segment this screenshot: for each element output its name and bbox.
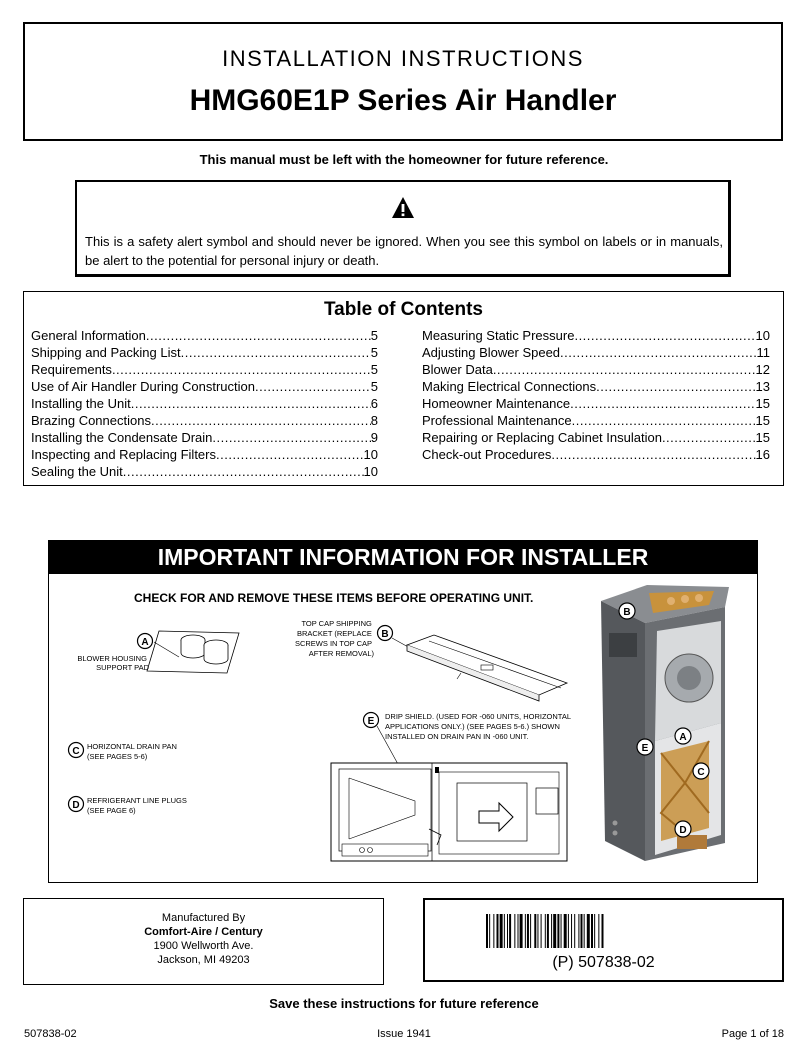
barcode-bar <box>514 914 515 948</box>
toc-leader <box>151 413 371 428</box>
toc-entry[interactable] <box>422 379 770 396</box>
toc-entry-label: Professional Maintenance <box>422 413 572 428</box>
toc-leader <box>570 396 755 411</box>
mfg-line: Manufactured By <box>161 912 246 924</box>
barcode-bar <box>497 914 499 948</box>
toc-entry-label: Blower Data <box>422 362 493 377</box>
toc-entry-label: General Information <box>31 328 146 343</box>
barcode-bar <box>541 914 542 948</box>
toc-entry[interactable] <box>31 328 378 345</box>
blower-pad-label <box>77 654 149 672</box>
barcode-bar <box>561 914 562 948</box>
toc-entry[interactable] <box>422 430 770 447</box>
c-label-line: HORIZONTAL DRAIN PAN <box>87 742 177 751</box>
barcode-bar <box>581 914 583 948</box>
toc-entry-label: Adjusting Blower Speed <box>422 345 561 360</box>
toc-entry-page: 15 <box>755 396 770 411</box>
marker-a-letter: A <box>679 732 687 743</box>
toc-entry-page: 9 <box>370 430 378 445</box>
e-label-line: APPLICATIONS ONLY.) (SEE PAGES 5-6.) SHOWN <box>385 722 560 731</box>
barcode-bar <box>507 914 508 948</box>
support-pad-illustration <box>147 631 239 673</box>
barcode-bar <box>527 914 529 948</box>
toc-entry-label: Requirements <box>31 362 112 377</box>
barcode-bar <box>578 914 579 948</box>
toc-entry-page: 5 <box>370 328 378 343</box>
mfg-address: 1900 Wellworth Ave. <box>153 940 254 952</box>
mfg-name: Comfort-Aire / Century <box>144 926 263 938</box>
toc-entry-label: Check-out Procedures <box>422 447 552 462</box>
marker-b <box>378 626 393 641</box>
marker-d-letter: D <box>72 800 80 811</box>
d-label-line: REFRIGERANT LINE PLUGS <box>87 796 187 805</box>
toc-entry-label: Use of Air Handler During Construction <box>31 379 255 394</box>
marker-e-letter: E <box>641 743 649 754</box>
a-label-line: BLOWER HOUSING <box>77 654 147 663</box>
document-type: INSTALLATION INSTRUCTIONS <box>222 46 584 71</box>
bracket-illustration <box>407 635 567 701</box>
toc-entry-page: 5 <box>370 345 378 360</box>
barcode-bar <box>537 914 538 948</box>
drip-shield-label <box>385 712 573 741</box>
toc-entry-page: 6 <box>370 396 378 411</box>
important-info-header: IMPORTANT INFORMATION FOR INSTALLER <box>48 540 758 574</box>
toc-entry[interactable] <box>31 345 378 362</box>
toc-leader <box>493 362 756 377</box>
toc-entry-label: Homeowner Maintenance <box>422 396 571 411</box>
marker-b-letter: B <box>623 607 631 618</box>
barcode-bar <box>525 914 526 948</box>
page-title: HMG60E1P Series Air Handler <box>189 84 617 117</box>
toc-entry-label: Inspecting and Replacing Filters <box>31 447 216 462</box>
toc-entry-page: 10 <box>755 328 770 343</box>
toc-right-column <box>422 328 770 464</box>
marker-b-unit <box>619 603 635 619</box>
toc-entry-page: 13 <box>755 379 770 394</box>
toc-entry[interactable] <box>422 362 770 379</box>
footer-issue: Issue 1941 <box>377 1028 431 1040</box>
barcode-bar <box>571 914 572 948</box>
toc-entry-page: 16 <box>755 447 770 462</box>
toc-entry[interactable] <box>31 430 378 447</box>
barcode-bar <box>530 914 531 948</box>
barcode-bar <box>534 914 536 948</box>
toc-entry[interactable] <box>31 362 378 379</box>
barcode-box <box>423 898 784 982</box>
barcode-bar <box>553 914 556 948</box>
marker-b-letter: B <box>381 629 389 640</box>
parts-diagram <box>49 573 759 883</box>
toc-entry-label: Brazing Connections <box>31 413 151 428</box>
footer-doc-number: 507838-02 <box>24 1028 77 1040</box>
barcode-bar <box>489 914 490 948</box>
safety-alert-box <box>75 180 731 277</box>
air-handler-illustration <box>601 585 729 861</box>
check-heading: CHECK FOR AND REMOVE THESE ITEMS BEFORE OPERATING UNIT. <box>134 591 534 605</box>
barcode-bar <box>564 914 567 948</box>
barcode-bar <box>509 914 511 948</box>
barcode-bar <box>594 914 595 948</box>
toc-entry-page: 5 <box>370 379 378 394</box>
toc-entry-label: Measuring Static Pressure <box>422 328 575 343</box>
barcode-bar <box>551 914 552 948</box>
title-box <box>23 22 783 141</box>
barcode-bar <box>568 914 569 948</box>
line-plugs-label <box>87 796 189 815</box>
toc-leader <box>662 430 756 445</box>
barcode-bar <box>504 914 505 948</box>
barcode-bar <box>518 914 519 948</box>
toc-entry-page: 5 <box>370 362 378 377</box>
toc-leader <box>596 379 755 394</box>
barcode-bar <box>557 914 559 948</box>
marker-c-unit <box>693 763 709 779</box>
marker-d-unit <box>675 821 691 837</box>
b-label-line: SCREWS IN TOP CAP <box>294 639 372 648</box>
b-label-line: AFTER REMOVAL) <box>308 649 374 658</box>
toc-leader <box>216 447 364 462</box>
table-of-contents <box>23 291 784 486</box>
bracket-label <box>295 619 375 658</box>
barcode-bar <box>591 914 593 948</box>
save-instructions-note: Save these instructions for future reference <box>269 996 539 1011</box>
toc-entry[interactable] <box>422 447 770 464</box>
toc-entry[interactable] <box>422 396 770 413</box>
toc-entry-label: Installing the Unit <box>31 396 131 411</box>
marker-a-letter: A <box>141 637 149 648</box>
marker-e <box>364 713 379 728</box>
toc-entry[interactable] <box>422 345 770 362</box>
toc-title: Table of Contents <box>323 299 484 320</box>
c-label-line: (SEE PAGES 5-6) <box>87 752 148 761</box>
toc-entry-page: 8 <box>370 413 378 428</box>
toc-entry[interactable] <box>31 379 378 396</box>
toc-entry-page: 10 <box>363 464 378 479</box>
marker-e-unit <box>637 739 653 755</box>
horizontal-unit-illustration <box>331 763 567 861</box>
toc-entry-page: 10 <box>363 447 378 462</box>
toc-leader <box>212 430 370 445</box>
marker-a-unit <box>675 728 691 744</box>
toc-entry-page: 15 <box>755 413 770 428</box>
manufacturer-box <box>23 898 384 985</box>
toc-leader <box>112 362 371 377</box>
e-label-line: INSTALLED ON DRAIN PAN IN -060 UNIT. <box>385 732 529 741</box>
toc-left-column <box>31 328 378 481</box>
footer-page: Page 1 of 18 <box>721 1028 784 1040</box>
toc-entry-page: 12 <box>755 362 770 377</box>
toc-entry[interactable] <box>31 447 378 464</box>
e-label-line: DRIP SHIELD. (USED FOR -060 UNITS, HORIZONTAL <box>385 712 571 721</box>
toc-leader <box>560 345 756 360</box>
marker-c-letter: C <box>72 746 80 757</box>
toc-leader <box>123 464 364 479</box>
barcode-bar <box>587 914 590 948</box>
safety-text: This is a safety alert symbol and should never be ignored. When you see this symbol on labels or in manuals, be alert to the potential for personal injury or death. <box>85 234 723 268</box>
barcode-bar <box>500 914 503 948</box>
barcode-bar <box>547 914 549 948</box>
marker-a <box>138 634 153 649</box>
toc-entry-page: 15 <box>755 430 770 445</box>
barcode-bar <box>574 914 575 948</box>
toc-leader <box>572 413 756 428</box>
toc-leader <box>255 379 371 394</box>
toc-leader <box>146 328 371 343</box>
barcode-bar <box>520 914 523 948</box>
toc-entry-label: Installing the Condensate Drain <box>31 430 213 445</box>
important-info-box <box>48 573 758 883</box>
toc-leader <box>551 447 755 462</box>
toc-entry[interactable] <box>31 396 378 413</box>
barcode-bar <box>598 914 599 948</box>
warning-triangle-icon <box>391 196 415 220</box>
mfg-city: Jackson, MI 49203 <box>157 954 250 966</box>
part-number: (P) 507838-02 <box>552 954 655 971</box>
d-label-line: (SEE PAGE 6) <box>87 806 136 815</box>
toc-leader <box>574 328 755 343</box>
barcode-bar <box>584 914 585 948</box>
marker-e-letter: E <box>367 716 375 727</box>
toc-entry-page: 11 <box>756 345 770 360</box>
homeowner-notice: This manual must be left with the homeowner for future reference. <box>199 152 609 167</box>
toc-leader <box>181 345 371 360</box>
a-label-line: SUPPORT PAD <box>96 663 149 672</box>
toc-entry[interactable] <box>31 413 378 430</box>
marker-d-left <box>69 797 84 812</box>
barcode <box>486 914 722 948</box>
toc-entry-label: Shipping and Packing List <box>31 345 181 360</box>
marker-d-letter: D <box>679 825 687 836</box>
toc-entry-label: Sealing the Unit <box>31 464 123 479</box>
barcode-bar <box>493 914 494 948</box>
toc-entry-label: Making Electrical Connections <box>422 379 597 394</box>
toc-entry[interactable] <box>422 328 770 345</box>
barcode-bar <box>545 914 546 948</box>
barcode-bar <box>602 914 604 948</box>
toc-leader <box>131 396 371 411</box>
b-label-line: TOP CAP SHIPPING <box>301 619 372 628</box>
drain-pan-label <box>87 742 179 761</box>
toc-entry-label: Repairing or Replacing Cabinet Insulation <box>422 430 662 445</box>
marker-c-letter: C <box>697 767 705 778</box>
toc-entry[interactable] <box>422 413 770 430</box>
barcode-bar <box>486 914 488 948</box>
b-label-line: BRACKET (REPLACE <box>297 629 372 638</box>
marker-c-left <box>69 743 84 758</box>
toc-entry[interactable] <box>31 464 378 481</box>
